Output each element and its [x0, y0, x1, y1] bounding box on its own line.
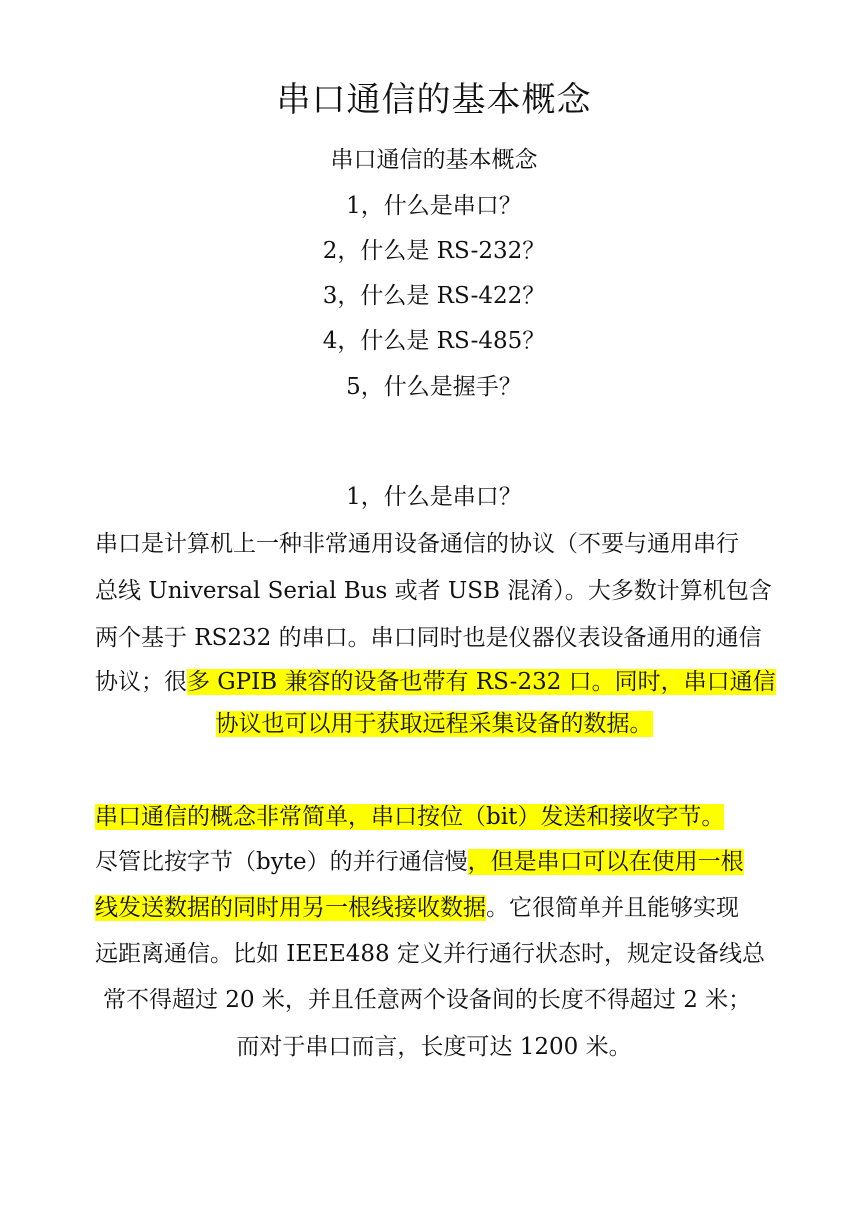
paragraph-line: 远距离通信。比如 IEEE488 定义并行通行状态时，规定设备线总	[95, 941, 765, 967]
text-run: 。它很简单并且能够实现	[486, 895, 739, 921]
text-run: 尽管比按字节（byte）的并行通信慢	[95, 849, 468, 875]
toc-item: 2，什么是 RS-232？	[322, 238, 546, 264]
highlighted-text: ，但是串口可以在使用一根	[467, 849, 744, 875]
highlighted-text: 多 GPIB 兼容的设备也带有 RS-232 口。同时，串口通信	[187, 669, 776, 695]
toc-item: 4，什么是 RS-485？	[322, 328, 546, 354]
highlighted-text: 串口通信的概念非常简单，串口按位（bit）发送和接收字节。	[95, 804, 725, 830]
toc-item: 1，什么是串口？	[346, 193, 522, 219]
section-heading: 1，什么是串口？	[346, 484, 522, 510]
paragraph-line	[95, 845, 744, 879]
paragraph-line	[95, 665, 776, 699]
paragraph-line	[95, 891, 739, 925]
paragraph-line	[0, 707, 868, 741]
toc-item: 3，什么是 RS-422？	[322, 283, 546, 309]
paragraph-line: 而对于串口而言，长度可达 1200 米。	[236, 1034, 632, 1060]
paragraph-line: 两个基于 RS232 的串口。串口同时也是仪器仪表设备通用的通信	[95, 625, 762, 651]
paragraph-line: 串口是计算机上一种非常通用设备通信的协议（不要与通用串行	[95, 531, 739, 557]
page-title: 串口通信的基本概念	[276, 80, 592, 120]
paragraph-line	[95, 800, 724, 834]
highlighted-text: 线发送数据的同时用另一根线接收数据	[95, 895, 486, 921]
highlighted-text: 协议也可以用于获取远程采集设备的数据。	[215, 711, 653, 737]
toc-item: 5，什么是握手？	[346, 374, 522, 400]
paragraph-line: 总线 Universal Serial Bus 或者 USB 混淆）。大多数计算机包含	[95, 578, 772, 604]
toc-heading: 串口通信的基本概念	[330, 147, 538, 173]
paragraph-line: 常不得超过 20 米，并且任意两个设备间的长度不得超过 2 米；	[103, 987, 752, 1013]
text-run: 协议；很	[95, 669, 187, 695]
